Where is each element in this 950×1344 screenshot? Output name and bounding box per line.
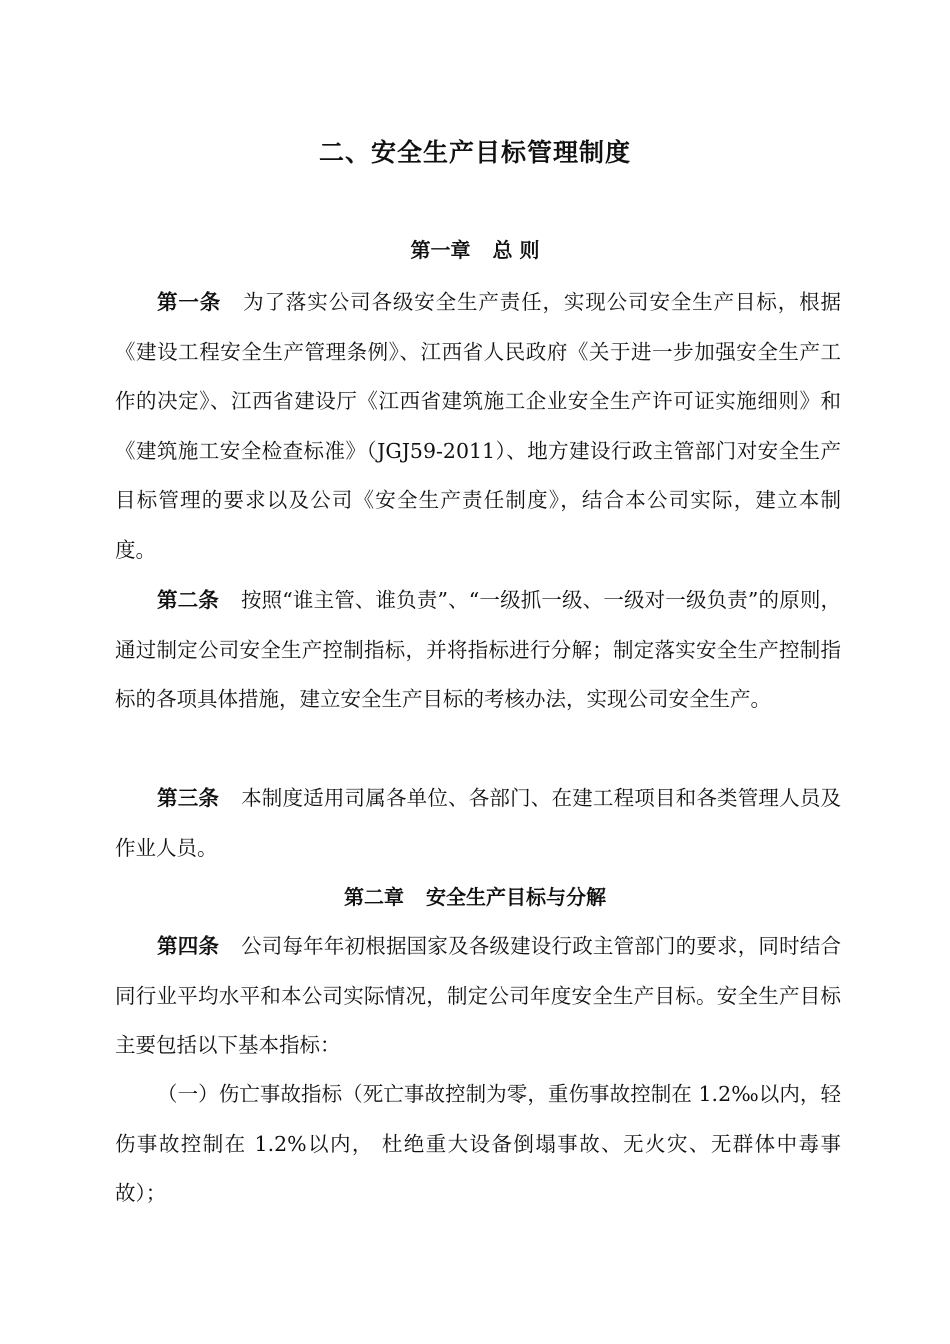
chapter-number: 第一章 xyxy=(410,238,471,262)
document-title: 二、安全生产目标管理制度 xyxy=(318,138,631,167)
chapter-heading xyxy=(0,883,950,911)
article-text: 本制度适用司属各单位、各部门、在建工程项目和各类管理人员及作业人员。 xyxy=(115,786,842,860)
chapter-name: 安全生产目标与分解 xyxy=(426,885,606,909)
list-item-paragraph: （一）伤亡事故指标（死亡事故控制为零，重伤事故控制在 1.2‰以内，轻伤事故控制在 1.2%以内， 杜绝重大设备倒塌事故、无火灾、无群体中毒事故）； xyxy=(115,1082,841,1205)
chapter-number: 第二章 xyxy=(344,885,404,909)
article-text: 为了落实公司各级安全生产责任，实现公司安全生产目标，根据《建设工程安全生产管理条例》、江西省人民政府《关于进一步加强安全生产工作的决定》、江西省建设厅《江西省建筑施工企业安全生产许可证实施细则》和《建筑施工安全检查标准》（JGJ59-2011）、地方建设行政主管部门对安全生产目标管理的要求以及公司《安全生产责任制度》，结合本公司实际，建立本制度。 xyxy=(115,290,842,562)
article-label: 第三条 xyxy=(157,786,220,810)
article-paragraph xyxy=(115,922,841,1071)
article-label: 第二条 xyxy=(157,588,219,612)
chapter-heading xyxy=(0,236,950,264)
article-label: 第四条 xyxy=(157,934,220,958)
article-text: 公司每年年初根据国家及各级建设行政主管部门的要求，同时结合同行业平均水平和本公司实际情况，制定公司年度安全生产目标。安全生产目标主要包括以下基本指标： xyxy=(115,934,842,1057)
chapter-name: 总 则 xyxy=(492,238,540,262)
article-label: 第一条 xyxy=(157,290,222,314)
article-paragraph xyxy=(115,576,841,725)
article-text: 按照“谁主管、谁负责”、“一级抓一级、一级对一级负责”的原则，通过制定公司安全生产控制指标，并将指标进行分解；制定落实安全生产控制指标的各项具体措施，建立安全生产目标的考核办法，实现公司安全生产。 xyxy=(115,588,842,711)
article-paragraph xyxy=(115,774,841,873)
article-paragraph xyxy=(115,278,841,575)
